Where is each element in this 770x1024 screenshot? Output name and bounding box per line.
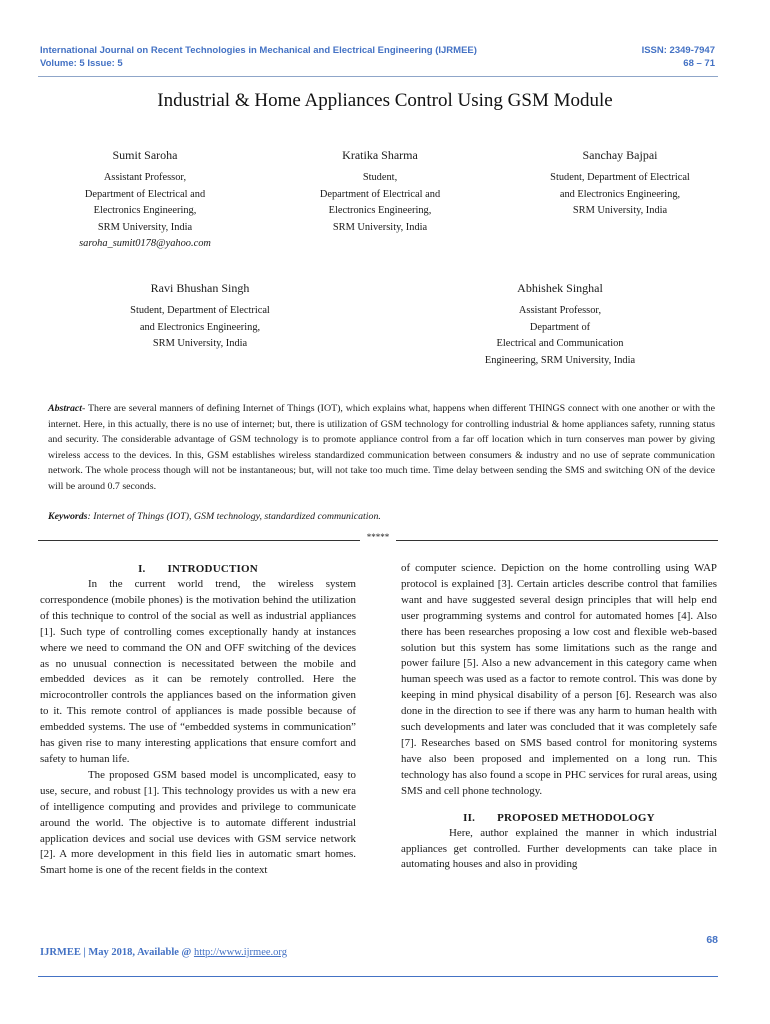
right-column: [401, 561, 717, 873]
author-affiliation-line: SRM University, India: [332, 221, 428, 233]
journal-website-link[interactable]: http://www.ijrmee.org: [193, 947, 287, 958]
abstract-text: - There are several manners of defining Internet of Things (IOT), which explains what, happens when different THINGS connect with one another or with the internet. Here, in this actually, there is no use of internet; but, there is utilization of GSM technology for controlling industrial & home appliances safety, running status and security. The considerable advantage of GSM technology is to promote appliance control from a far off location which in turn conserves man power by giving wireless access to the devices. In this, GSM establishes wireless standardized communication between consumers & industry and no use of seprate communication network. The whole process though will not be instantaneous; but, will not take too much time. Time delay between sending the SMS and switching ON of the device will be around 0.7 seconds.: [48, 403, 715, 492]
left-column: [40, 561, 356, 879]
body-paragraph: The proposed GSM based model is uncomplicated, easy to use, secure, and robust [1]. This technology provides us with a new era of intelligence computing and provides and privilege to communicate around the world. The objective is to automate different industrial application devices and social use devices with GSM service network [2]. A more development in this field lies in automatic smart homes. Smart home is one of the recent fields in the context: [40, 768, 356, 877]
section-title: INTRODUCTION: [167, 563, 258, 575]
author-block: [520, 147, 720, 220]
page-range: 68 – 71: [683, 58, 715, 69]
section-heading-methodology: [401, 810, 717, 826]
author-affiliation-line: Assistant Professor,: [518, 305, 602, 316]
body-paragraph: Here, author explained the manner in which industrial appliances get controlled. Further developments can take place in automating houses and also in providing: [401, 826, 717, 871]
keywords-label: Keywords: [48, 511, 88, 522]
author-affiliation-line: and Electronics Engineering,: [139, 321, 261, 333]
issn: ISSN: 2349-7947: [641, 45, 715, 56]
separator-stars: *****: [366, 532, 390, 542]
body-paragraph: In the current world trend, the wireless system correspondence (mobile phones) is the motivation behind the utilization of this technique to control of the social as well as industrial appliances [1]. Such type of controlling comes exceptionally handy at instances where we need to command the ON and OFF switching of the devices as no unusual connection is necessitated between the mobile and embedded devices as it can be remotely controlled. Here the microcontroller controls the appliances based on the information given to it. This remote control of appliances is made possible because of embedded systems. The use of “embedded systems in communication” has given rise to many interesting applications that ensure comfort and safety to human life.: [40, 578, 356, 765]
section-number: I.: [138, 563, 146, 575]
header-rule: [38, 76, 718, 77]
author-affiliation-line: Engineering, SRM University, India: [484, 354, 636, 366]
author-affiliation-line: Department of Electrical and: [319, 188, 441, 200]
author-affiliation-line: Electronics Engineering,: [328, 205, 432, 216]
author-name: Sanchay Bajpai: [582, 148, 658, 162]
author-block: [450, 280, 670, 369]
author-affiliation-line: Department of: [529, 321, 591, 333]
author-block: [285, 147, 475, 236]
author-name: Ravi Bhushan Singh: [150, 281, 250, 295]
author-affiliation-line: Student, Department of Electrical: [130, 305, 270, 316]
author-name: Sumit Saroha: [112, 148, 178, 162]
paper-title: Industrial & Home Appliances Control Using GSM Module: [157, 90, 613, 111]
separator-line: [396, 540, 718, 541]
abstract: [48, 401, 715, 495]
page-number: 68: [706, 934, 718, 946]
issn-header: [642, 44, 715, 70]
author-name: Kratika Sharma: [342, 148, 418, 162]
author-affiliation-line: Student,: [362, 172, 398, 183]
keywords: [48, 510, 715, 524]
section-separator: [38, 532, 718, 546]
section-title: PROPOSED METHODOLOGY: [497, 811, 655, 824]
journal-name: International Journal on Recent Technologies in Mechanical and Electrical Engineering (IJRMEE): [40, 45, 477, 56]
author-affiliation-line: Electronics Engineering,: [93, 205, 197, 216]
author-block: [50, 147, 240, 253]
author-name: Abhishek Singhal: [517, 281, 603, 295]
footer-rule: [38, 976, 718, 977]
journal-header: [40, 44, 477, 70]
author-affiliation-line: Electrical and Communication: [496, 338, 624, 349]
section-heading-introduction: [40, 561, 356, 577]
abstract-label: Abstract: [48, 403, 83, 414]
author-affiliation-line: and Electronics Engineering,: [559, 188, 681, 200]
author-affiliation-line: Department of Electrical and: [84, 188, 206, 200]
section-number: II.: [463, 811, 476, 824]
author-affiliation-line: SRM University, India: [97, 221, 193, 233]
footer-text: IJRMEE | May 2018, Available @: [40, 947, 194, 958]
volume-issue: Volume: 5 Issue: 5: [40, 58, 123, 69]
page-footer: [40, 947, 287, 958]
author-affiliation-line: Student, Department of Electrical: [550, 172, 690, 183]
author-email[interactable]: saroha_sumit0178@yahoo.com: [79, 238, 211, 249]
keywords-text: : Internet of Things (IOT), GSM technology, standardized communication.: [87, 511, 381, 522]
author-affiliation-line: Assistant Professor,: [103, 172, 187, 183]
author-affiliation-line: SRM University, India: [572, 205, 668, 216]
author-affiliation-line: SRM University, India: [152, 338, 248, 349]
author-block: [95, 280, 305, 353]
body-paragraph: of computer science. Depiction on the home controlling using WAP protocol is explained [3]. Certain articles describe control that families want and have suggested several design principles that will help end user programming systems and control for automated homes [4]. Also there has been researches proposing a low cost and flexible web-based solution but this system has some limitations such as the range and power failure [5]. Also a new advancement in this category came when human speech was used as a factor to remote control. This was done by keeping in mind physical disability of a person [6]. Research was also done in the direction to see if there was any harm to human health with such developments and later was concluded that it was completely safe [7]. Researches based on SMS based control for monitoring systems have also been proposed and implemented on a long run. This technology has also found a scope in PHC services for rural areas, using SMS and cell phone technology.: [401, 562, 717, 797]
